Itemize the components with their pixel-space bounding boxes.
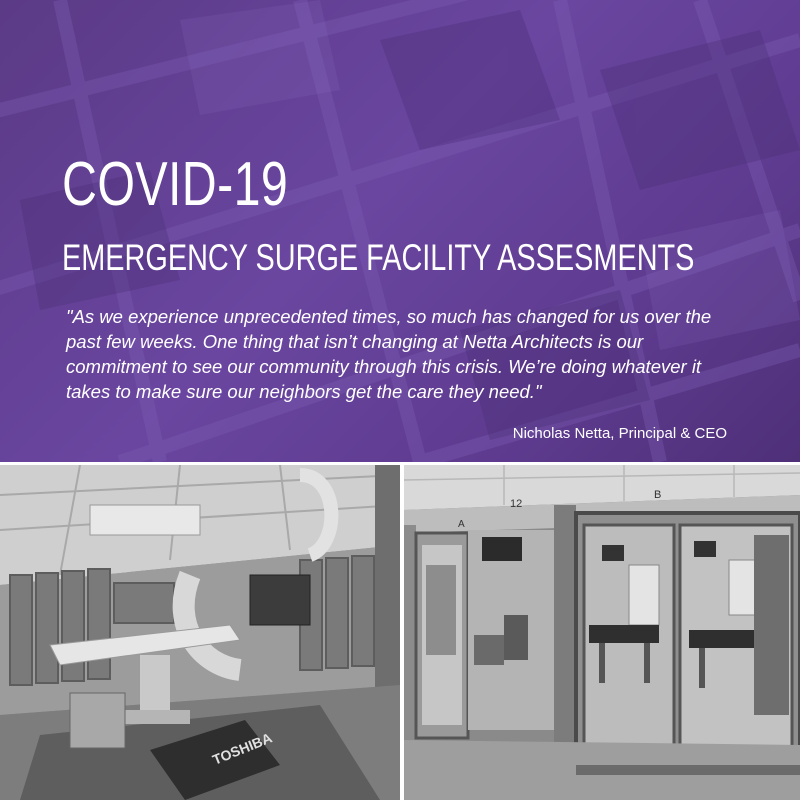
door-sign-b: B xyxy=(654,489,662,501)
operating-room-photo xyxy=(0,465,400,800)
page-title: COVID-19 xyxy=(62,150,289,219)
door-sign-12: 12 xyxy=(510,498,523,510)
emergency-bays-photo xyxy=(404,465,800,800)
quote-attribution: Nicholas Netta, Principal & CEO xyxy=(512,425,727,442)
ceo-quote: "As we experience unprecedented times, so much has changed for us over the past few weeks. One thing that isn’t changing at Netta Architects is our commitment to see our community through this crisis. We’re doing whatever it takes to make sure our neighbors get the care they need." xyxy=(66,306,712,402)
toshiba-mat-text: TOSHIBA xyxy=(210,729,275,768)
door-sign-a: A xyxy=(458,519,465,530)
page-subtitle: EMERGENCY SURGE FACILITY ASSESMENTS xyxy=(62,237,695,278)
